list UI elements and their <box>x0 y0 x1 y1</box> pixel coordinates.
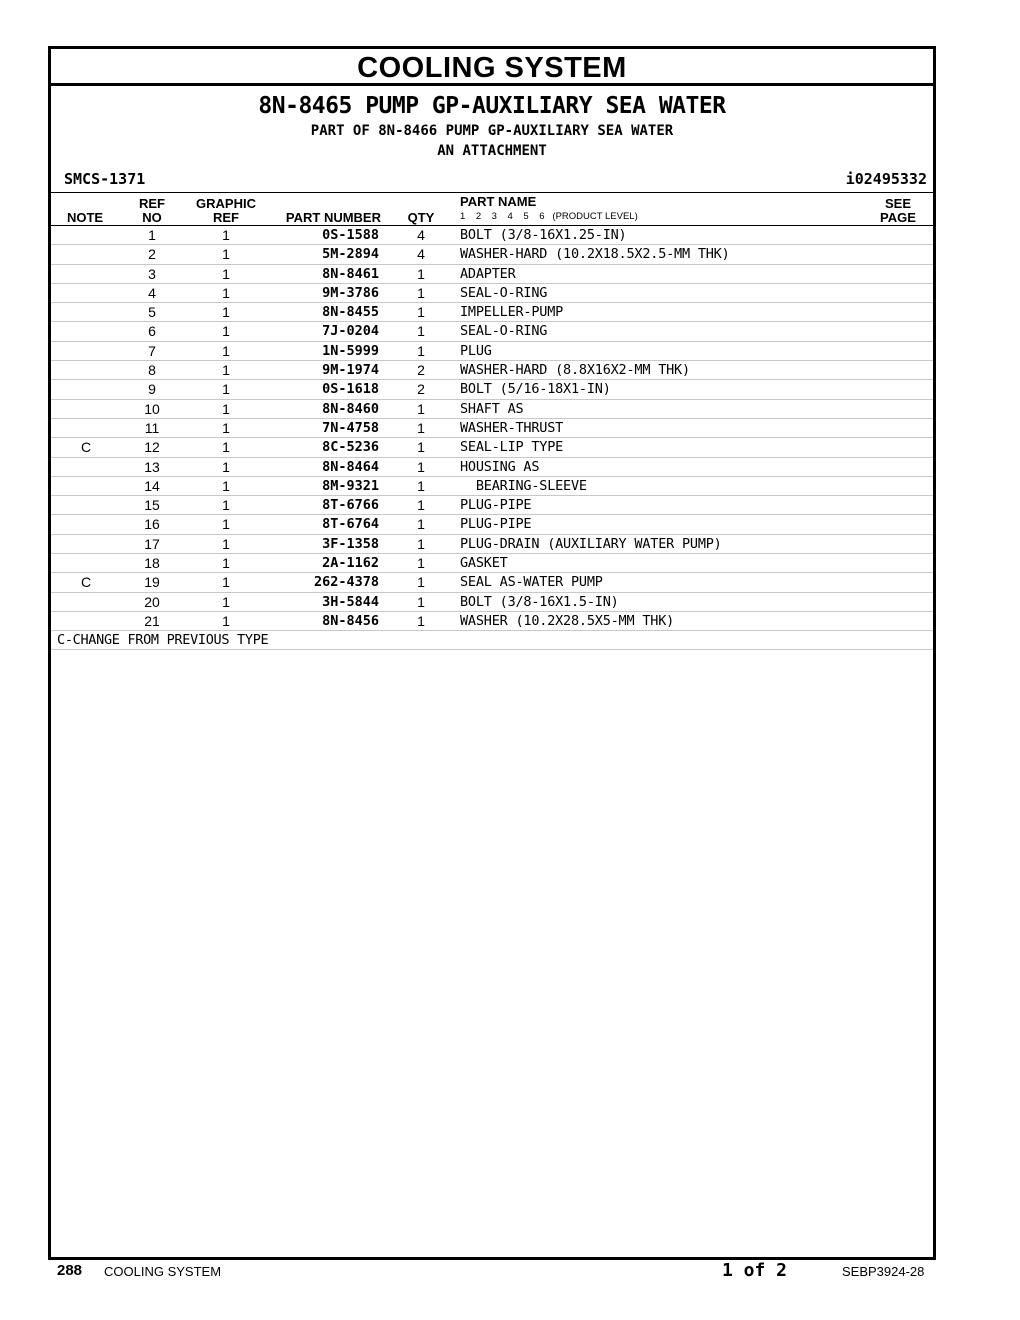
ref-no-cell: 20 <box>144 593 160 610</box>
table-row <box>51 458 933 477</box>
part-number-cell: 8C-5236 <box>322 439 379 456</box>
graphic-ref-cell: 1 <box>222 419 230 436</box>
graphic-ref-cell: 1 <box>222 555 230 572</box>
part-name-cell: WASHER (10.2X28.5X5-MM THK) <box>460 612 675 629</box>
header-ref-top: REF <box>139 196 165 211</box>
qty-cell: 1 <box>417 323 425 340</box>
header-part-name: PART NAME <box>460 194 537 209</box>
ref-no-cell: 16 <box>144 516 160 533</box>
part-name-cell: SEAL-O-RING <box>460 323 548 340</box>
section-title: COOLING SYSTEM <box>51 49 933 86</box>
qty-cell: 2 <box>417 381 425 398</box>
table-row <box>51 593 933 612</box>
footer-document-id: SEBP3924-28 <box>842 1264 925 1279</box>
part-name-cell: PLUG-DRAIN (AUXILIARY WATER PUMP) <box>460 535 722 552</box>
smcs-code: SMCS-1371 <box>64 170 146 188</box>
part-name-cell: HOUSING AS <box>460 458 540 475</box>
table-row <box>51 400 933 419</box>
part-number-cell: 8N-8460 <box>322 400 379 417</box>
graphic-ref-cell: 1 <box>222 381 230 398</box>
graphic-ref-cell: 1 <box>222 439 230 456</box>
part-number-cell: 8N-8456 <box>322 612 379 629</box>
part-name-cell: BEARING-SLEEVE <box>460 477 587 494</box>
table-row <box>51 380 933 399</box>
table-row <box>51 438 933 457</box>
ref-no-cell: 12 <box>144 439 160 456</box>
part-name-cell: PLUG-PIPE <box>460 497 532 514</box>
qty-cell: 1 <box>417 535 425 552</box>
part-name-cell: PLUG <box>460 342 492 359</box>
graphic-ref-cell: 1 <box>222 535 230 552</box>
ref-no-cell: 8 <box>148 362 156 379</box>
part-name-cell: WASHER-HARD (8.8X16X2-MM THK) <box>460 362 690 379</box>
part-number-cell: 9M-1974 <box>322 362 379 379</box>
header-see-bottom: PAGE <box>880 210 916 225</box>
graphic-ref-cell: 1 <box>222 477 230 494</box>
table-row <box>51 419 933 438</box>
table-row <box>51 226 933 245</box>
table-row <box>51 496 933 515</box>
part-number-cell: 8N-8464 <box>322 458 379 475</box>
part-name-cell: BOLT (3/8-16X1.5-IN) <box>460 593 619 610</box>
page-title: 8N-8465 PUMP GP-AUXILIARY SEA WATER <box>258 93 726 119</box>
qty-cell: 1 <box>417 284 425 301</box>
part-name-cell: WASHER-THRUST <box>460 419 564 436</box>
qty-cell: 1 <box>417 265 425 282</box>
graphic-ref-cell: 1 <box>222 342 230 359</box>
part-name-cell: SEAL-O-RING <box>460 284 548 301</box>
table-row <box>51 284 933 303</box>
ref-no-cell: 4 <box>148 284 156 301</box>
part-number-cell: 8T-6766 <box>322 497 379 514</box>
qty-cell: 1 <box>417 593 425 610</box>
part-number-cell: 5M-2894 <box>322 246 379 263</box>
qty-cell: 1 <box>417 458 425 475</box>
graphic-ref-cell: 1 <box>222 612 230 629</box>
qty-cell: 1 <box>417 612 425 629</box>
ref-no-cell: 14 <box>144 477 160 494</box>
header-ref-bottom: NO <box>142 210 162 225</box>
part-number-cell: 8T-6764 <box>322 516 379 533</box>
part-number-cell: 3F-1358 <box>322 535 379 552</box>
part-number-cell: 8N-8455 <box>322 304 379 321</box>
header-graphic-bottom: REF <box>213 210 239 225</box>
table-row <box>51 322 933 341</box>
part-name-cell: GASKET <box>460 555 508 572</box>
qty-cell: 4 <box>417 227 425 243</box>
ref-no-cell: 10 <box>144 400 160 417</box>
qty-cell: 1 <box>417 516 425 533</box>
footer-page-of: 1 of 2 <box>722 1260 788 1281</box>
note-cell: C <box>80 574 92 591</box>
part-name-cell: IMPELLER-PUMP <box>460 304 564 321</box>
table-row <box>51 303 933 322</box>
ref-no-cell: 9 <box>148 381 156 398</box>
graphic-ref-cell: 1 <box>222 246 230 263</box>
graphic-ref-cell: 1 <box>222 574 230 591</box>
page-frame <box>48 46 936 1260</box>
graphic-ref-cell: 1 <box>222 265 230 282</box>
table-row <box>51 515 933 534</box>
header-part-number: PART NUMBER <box>285 210 381 225</box>
part-number-cell: 0S-1618 <box>322 381 379 398</box>
graphic-ref-cell: 1 <box>222 284 230 301</box>
table-row <box>51 342 933 361</box>
ref-no-cell: 17 <box>144 535 160 552</box>
part-name-cell: BOLT (5/16-18X1-IN) <box>460 381 611 398</box>
qty-cell: 1 <box>417 477 425 494</box>
part-name-cell: SEAL-LIP TYPE <box>460 439 564 456</box>
table-row <box>51 535 933 554</box>
subtitle-attachment: AN ATTACHMENT <box>437 143 547 159</box>
qty-cell: 1 <box>417 555 425 572</box>
part-number-cell: 8M-9321 <box>322 477 379 494</box>
part-number-cell: 7N-4758 <box>322 419 379 436</box>
table-row <box>51 612 933 631</box>
header-note: NOTE <box>66 210 104 225</box>
part-name-cell: SHAFT AS <box>460 400 524 417</box>
part-name-cell: PLUG-PIPE <box>460 516 532 533</box>
table-row <box>51 477 933 496</box>
part-number-cell: 262-4378 <box>313 574 379 591</box>
graphic-ref-cell: 1 <box>222 362 230 379</box>
qty-cell: 1 <box>417 439 425 456</box>
part-name-cell: BOLT (3/8-16X1.25-IN) <box>460 227 627 243</box>
ref-no-cell: 19 <box>144 574 160 591</box>
footnote: C-CHANGE FROM PREVIOUS TYPE <box>51 631 933 650</box>
ref-no-cell: 6 <box>148 323 156 340</box>
qty-cell: 1 <box>417 497 425 514</box>
footer-page-number: 288 <box>57 1262 83 1279</box>
header-product-levels: 1 2 3 4 5 6 (PRODUCT LEVEL) <box>460 211 638 222</box>
qty-cell: 1 <box>417 342 425 359</box>
table-row <box>51 245 933 264</box>
note-cell: C <box>80 439 92 456</box>
header-see-top: SEE <box>884 196 911 211</box>
graphic-ref-cell: 1 <box>222 516 230 533</box>
graphic-ref-cell: 1 <box>222 497 230 514</box>
qty-cell: 1 <box>417 574 425 591</box>
part-name-cell: SEAL AS-WATER PUMP <box>460 574 603 591</box>
part-number-cell: 3H-5844 <box>322 593 379 610</box>
parts-list <box>51 226 933 650</box>
ref-no-cell: 1 <box>148 227 156 243</box>
part-number-cell: 9M-3786 <box>322 284 379 301</box>
graphic-ref-cell: 1 <box>222 304 230 321</box>
graphic-ref-cell: 1 <box>222 227 230 243</box>
part-number-cell: 1N-5999 <box>322 342 379 359</box>
qty-cell: 1 <box>417 304 425 321</box>
subtitle-part-of: PART OF 8N-8466 PUMP GP-AUXILIARY SEA WATER <box>310 123 674 139</box>
header-graphic-top: GRAPHIC <box>196 196 256 211</box>
part-name-cell: WASHER-HARD (10.2X18.5X2.5-MM THK) <box>460 246 730 263</box>
ref-no-cell: 11 <box>144 419 160 436</box>
ref-no-cell: 7 <box>148 342 156 359</box>
ref-no-cell: 13 <box>144 458 160 475</box>
ref-no-cell: 2 <box>148 246 156 263</box>
graphic-ref-cell: 1 <box>222 593 230 610</box>
ref-no-cell: 21 <box>144 612 160 629</box>
part-number-cell: 0S-1588 <box>322 227 379 243</box>
ref-no-cell: 18 <box>144 555 160 572</box>
qty-cell: 4 <box>417 246 425 263</box>
table-row <box>51 361 933 380</box>
part-name-cell: ADAPTER <box>460 265 516 282</box>
graphic-ref-cell: 1 <box>222 458 230 475</box>
ref-no-cell: 15 <box>144 497 160 514</box>
ref-no-cell: 3 <box>148 265 156 282</box>
header-top-rule <box>51 192 933 193</box>
qty-cell: 1 <box>417 419 425 436</box>
qty-cell: 2 <box>417 362 425 379</box>
graphic-ref-cell: 1 <box>222 400 230 417</box>
part-number-cell: 8N-8461 <box>322 265 379 282</box>
part-number-cell: 7J-0204 <box>322 323 379 340</box>
part-number-cell: 2A-1162 <box>322 555 379 572</box>
table-row <box>51 265 933 284</box>
header-qty: QTY <box>407 210 435 225</box>
illustration-id: i02495332 <box>845 170 927 188</box>
table-row <box>51 573 933 592</box>
graphic-ref-cell: 1 <box>222 323 230 340</box>
ref-no-cell: 5 <box>148 304 156 321</box>
qty-cell: 1 <box>417 400 425 417</box>
table-row <box>51 554 933 573</box>
footer-section: COOLING SYSTEM <box>104 1264 222 1279</box>
